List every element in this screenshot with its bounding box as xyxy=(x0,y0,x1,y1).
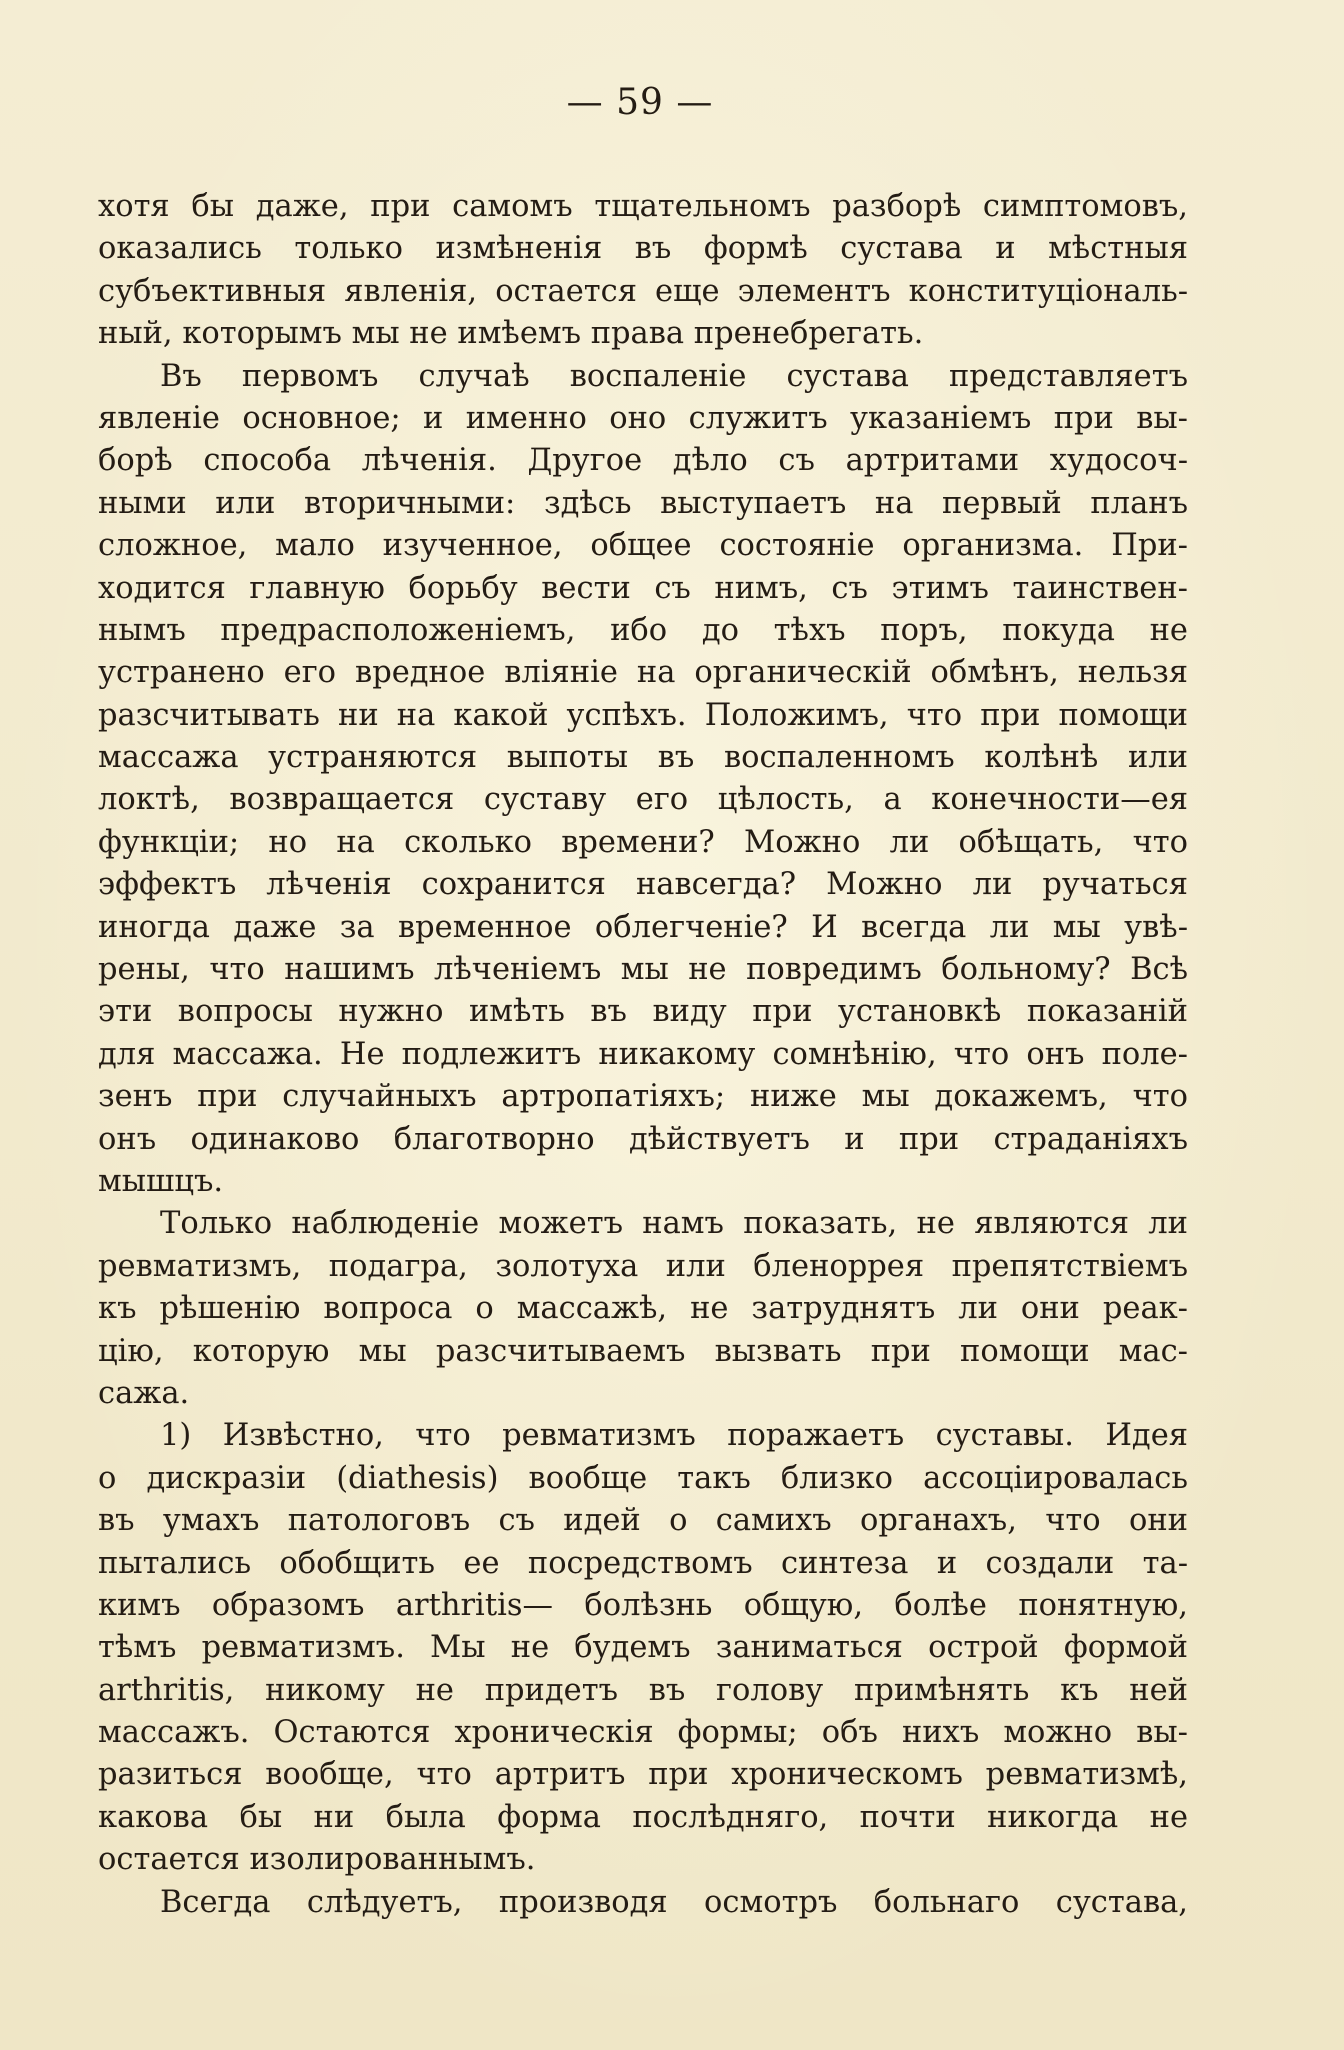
text-line: нымъ предрасположеніемъ, ибо до тѣхъ поръ, покуда не xyxy=(98,612,1188,648)
text-line: локтѣ, возвращается суставу его цѣлость, а конечности—ея xyxy=(98,782,1188,818)
text-line: хотя бы даже, при самомъ тщательномъ разборѣ симптомовъ, xyxy=(98,189,1188,224)
body-text xyxy=(98,186,1188,1924)
text-line: эффектъ лѣченія сохранится навсегда? Можно ли ручаться xyxy=(98,867,1188,903)
text-line: цію, которую мы разсчитываемъ вызвать при помощи мас- xyxy=(98,1333,1188,1369)
text-line: оказались только измѣненія въ формѣ сустава и мѣстныя xyxy=(98,231,1188,267)
text-line: остается изолированнымъ. xyxy=(98,1842,536,1878)
text-line: иногда даже за временное облегченіе? И всегда ли мы увѣ- xyxy=(98,909,1188,945)
text-line: о дискразіи (diathesis) вообще такъ близко ассоціировалась xyxy=(98,1460,1188,1496)
text-line: субъективныя явленія, остается еще элементъ конституціональ- xyxy=(98,273,1188,309)
text-line: рены, что нашимъ лѣченіемъ мы не повредимъ больному? Всѣ xyxy=(98,952,1188,988)
text-line: къ рѣшенію вопроса о массажѣ, не затруднятъ ли они реак- xyxy=(98,1291,1188,1327)
text-line: ревматизмъ, подагра, золотуха или бленоррея препятствіемъ xyxy=(98,1248,1188,1284)
text-line: 1) Извѣстно, что ревматизмъ поражаетъ суставы. Идея xyxy=(160,1418,1188,1454)
text-line: какова бы ни была форма послѣдняго, почти никогда не xyxy=(98,1799,1188,1835)
text-line: сажа. xyxy=(98,1375,190,1411)
text-line: кимъ образомъ arthritis— болѣзнь общую, болѣе понятную, xyxy=(98,1587,1188,1623)
text-line: разиться вообще, что артритъ при хроническомъ ревматизмѣ, xyxy=(98,1757,1188,1793)
text-line: Только наблюденіе можетъ намъ показать, не являются ли xyxy=(160,1206,1188,1242)
text-line: массажъ. Остаются хроническія формы; объ нихъ можно вы- xyxy=(98,1715,1188,1751)
text-line: ными или вторичными: здѣсь выступаетъ на первый планъ xyxy=(98,485,1188,521)
text-line: для массажа. Не подлежитъ никакому сомнѣнію, что онъ поле- xyxy=(98,1036,1188,1072)
text-line: Всегда слѣдуетъ, производя осмотръ больнаго сустава, xyxy=(160,1884,1188,1920)
text-line: эти вопросы нужно имѣть въ виду при установкѣ показаній xyxy=(98,994,1188,1030)
text-line: устранено его вредное вліяніе на органическій обмѣнъ, нельзя xyxy=(98,655,1188,691)
text-line: ходится главную борьбу вести съ нимъ, съ этимъ таинствен- xyxy=(98,570,1188,606)
text-line: тѣмъ ревматизмъ. Мы не будемъ заниматься острой формой xyxy=(98,1630,1188,1666)
text-line: Въ первомъ случаѣ воспаленіе сустава представляетъ xyxy=(160,358,1188,394)
text-line: въ умахъ патологовъ съ идей о самихъ органахъ, что они xyxy=(98,1503,1188,1539)
text-line: онъ одинаково благотворно дѣйствуетъ и при страданіяхъ xyxy=(98,1121,1188,1157)
text-line: ный, которымъ мы не имѣемъ права пренебрегать. xyxy=(98,316,924,352)
text-line: массажа устраняются выпоты въ воспаленномъ колѣнѣ или xyxy=(98,740,1188,776)
text-line: arthritis, никому не придетъ въ голову примѣнять къ ней xyxy=(98,1672,1188,1708)
text-line: сложное, мало изученное, общее состояніе организма. При- xyxy=(98,528,1188,564)
page-number: — 59 — xyxy=(566,82,714,123)
text-line: борѣ способа лѣченія. Другое дѣло съ артритами худосоч- xyxy=(98,443,1188,479)
text-line: мышцъ. xyxy=(98,1163,224,1199)
text-line: разсчитывать ни на какой успѣхъ. Положимъ, что при помощи xyxy=(98,697,1188,733)
text-line: пытались обобщить ее посредствомъ синтеза и создали та- xyxy=(98,1545,1188,1581)
text-line: функціи; но на сколько времени? Можно ли обѣщать, что xyxy=(98,824,1188,860)
text-line: явленіе основное; и именно оно служитъ указаніемъ при вы- xyxy=(98,400,1188,436)
text-line: зенъ при случайныхъ артропатіяхъ; ниже мы докажемъ, что xyxy=(98,1079,1188,1115)
